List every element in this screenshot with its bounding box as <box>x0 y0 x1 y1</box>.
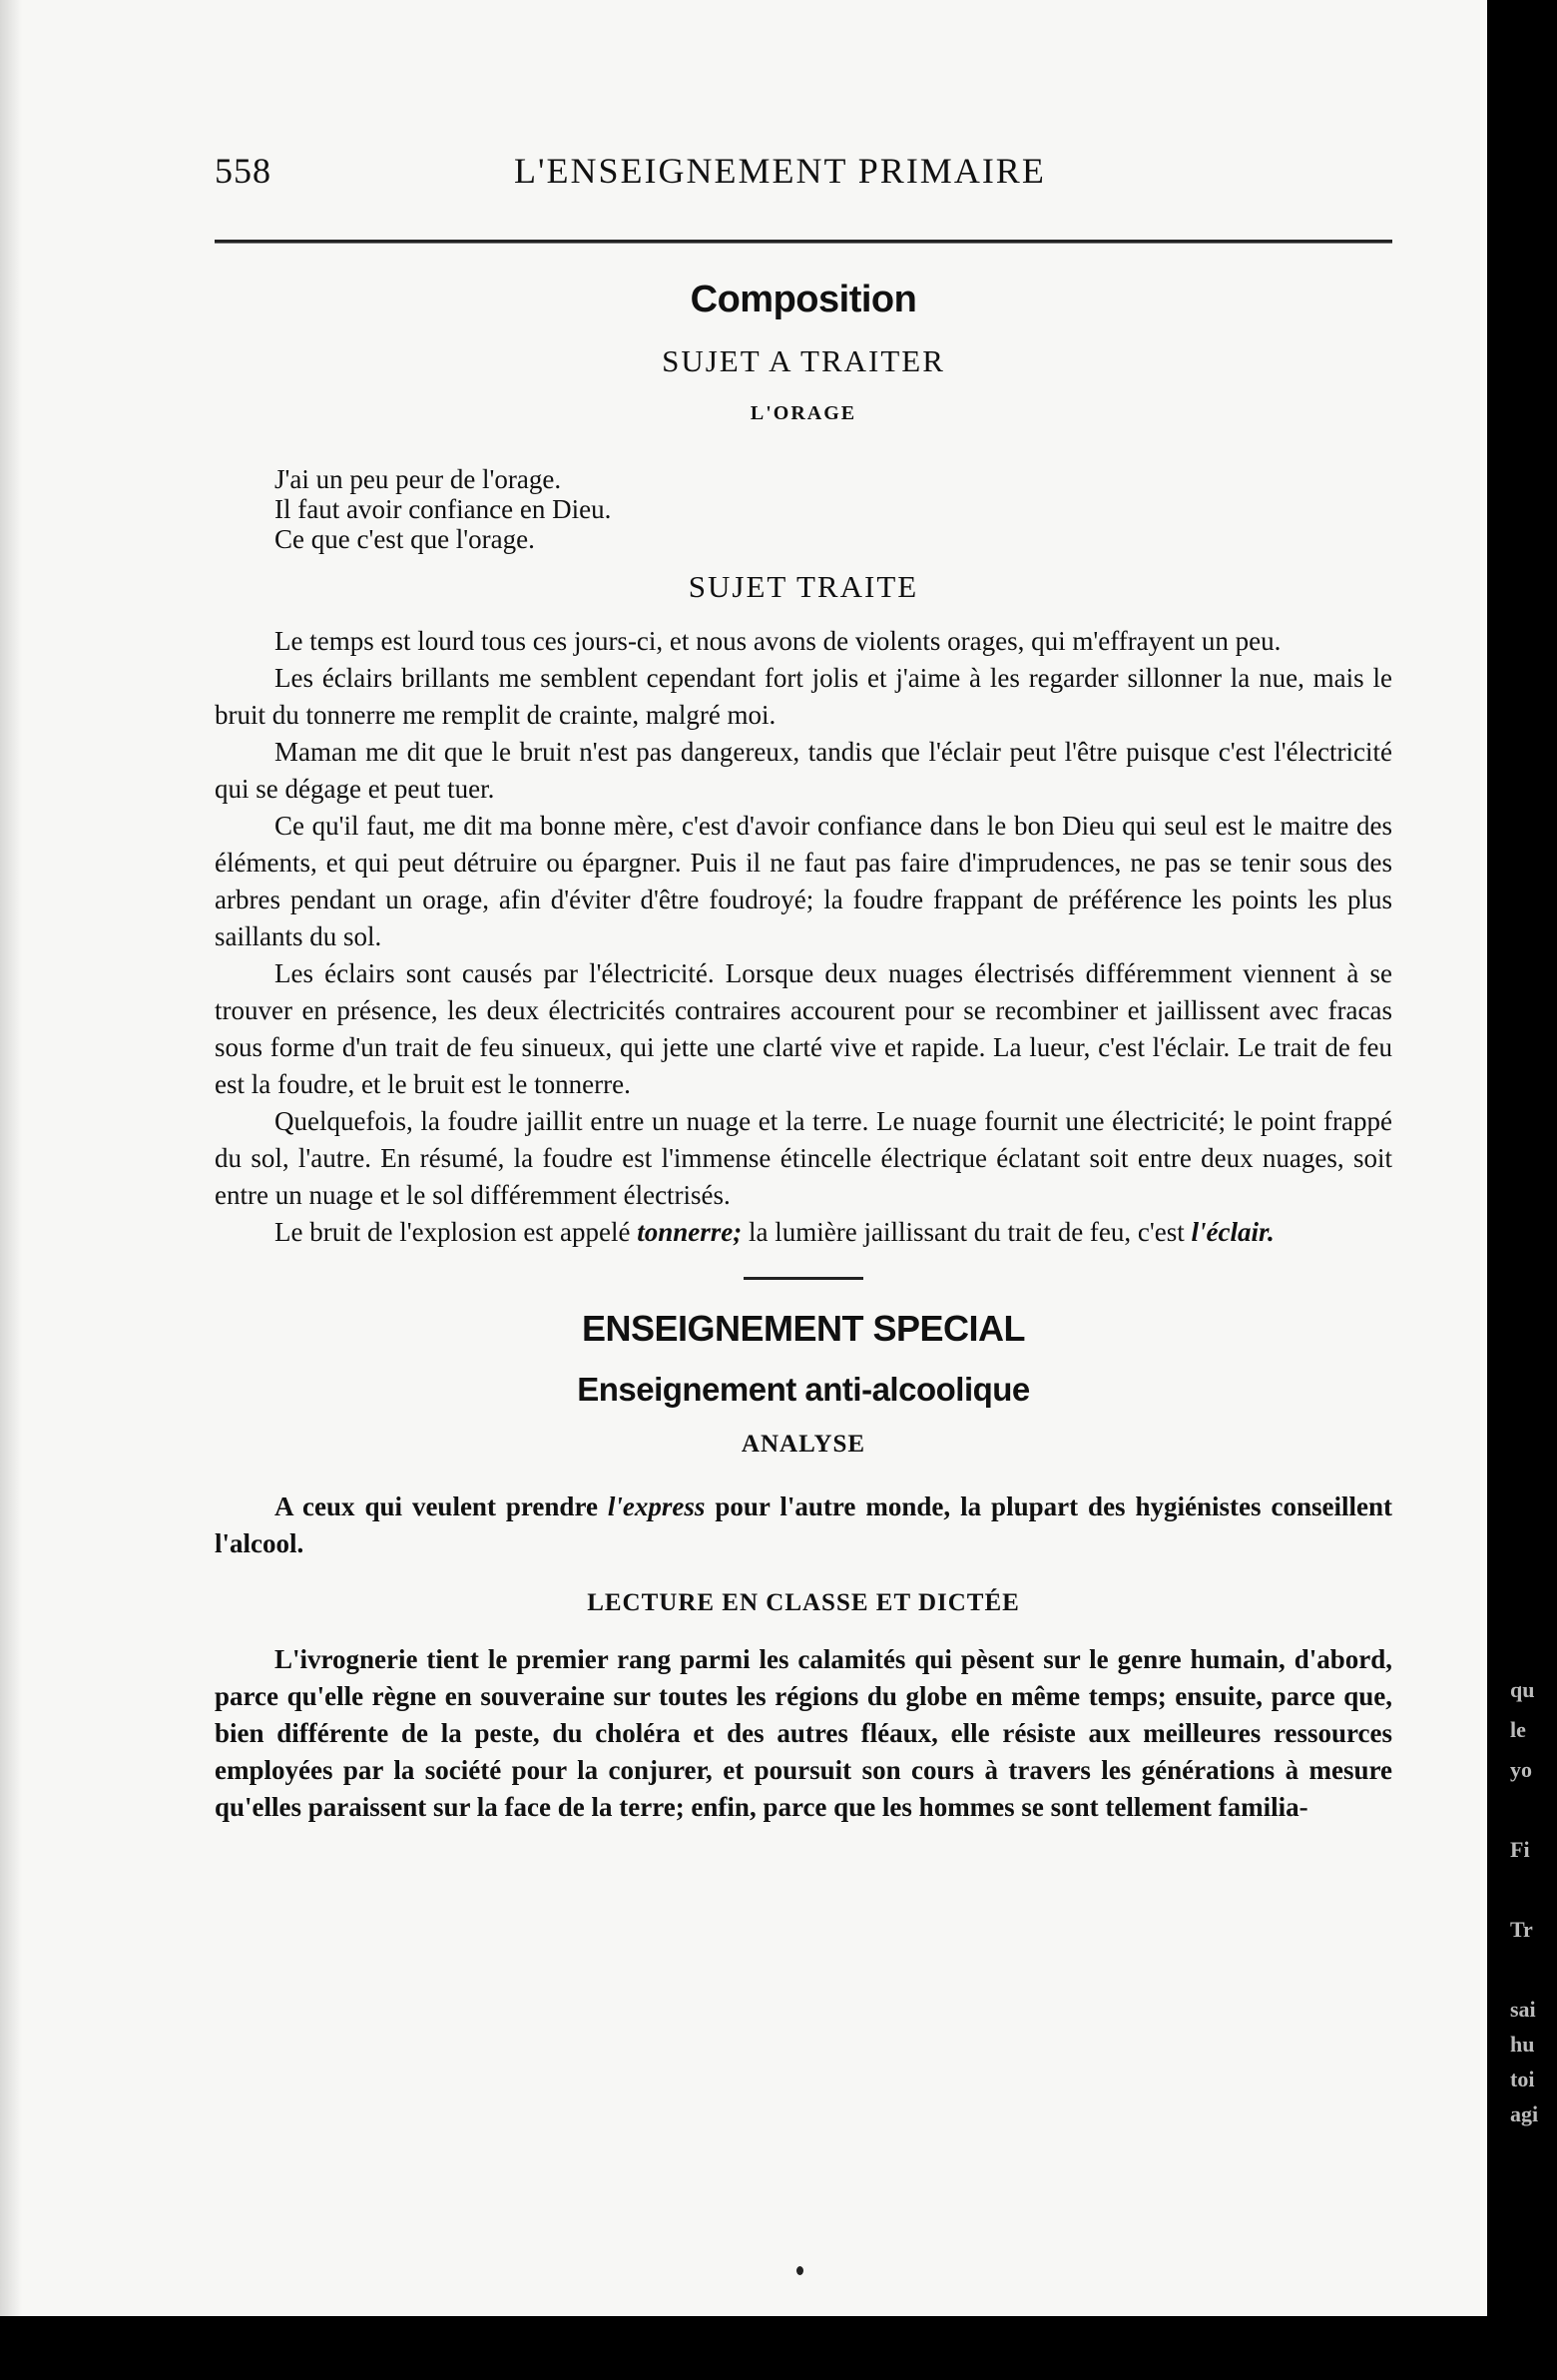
page-number: 558 <box>215 151 271 191</box>
analyse-paragraph <box>215 1488 1392 1562</box>
header-rule <box>215 240 1392 244</box>
scan-border-right <box>1487 0 1557 2380</box>
outline-point: Il faut avoir confiance en Dieu. <box>274 494 612 524</box>
heading-analyse: ANALYSE <box>741 1431 866 1458</box>
lecture-paragraph: L'ivrognerie tient le premier rang parmi les calamités qui pèsent sur le genre humain, d'abord, parce qu'elle règne en souveraine sur toutes les régions du globe en même temps; ensuite, parce que, bien différente de la peste, du choléra et des autres fléaux, elle résiste aux meilleures ressources employées par la société pour la conjurer, et poursuit son cours à travers les générations à mesure qu'elles paraissent sur la face de la terre; enfin, parce que les hommes se sont tellement familia- <box>215 1644 1392 1822</box>
margin-fragment: agi <box>1510 2101 1539 2126</box>
heading-sujet-a-traiter: SUJET A TRAITER <box>662 343 945 378</box>
paragraph: Maman me dit que le bruit n'est pas dangereux, tandis que l'éclair peut l'être puisque c'est l'électricité qui se dégage et peut tuer. <box>215 737 1392 804</box>
margin-fragment: Tr <box>1510 1917 1533 1942</box>
margin-fragment: sai <box>1510 1997 1536 2022</box>
scan-border-bottom <box>0 2316 1557 2380</box>
paragraph: Quelquefois, la foudre jaillit entre un nuage et la terre. Le nuage fournit une électricité; le point frappé du sol, l'autre. En résumé, la foudre est l'immense étincelle électrique éclatant soit entre deux nuages, soit entre un nuage et le sol différemment électrisés. <box>215 1106 1392 1210</box>
paragraph: Les éclairs brillants me semblent cependant fort jolis et j'aime à les regarder sillonner la nue, mais le bruit du tonnerre me remplit de crainte, malgré moi. <box>215 663 1392 730</box>
margin-fragment: yo <box>1510 1757 1532 1782</box>
emphasis: l'express <box>607 1491 706 1521</box>
page-header <box>215 150 1407 210</box>
margin-fragment: Fi <box>1510 1837 1530 1862</box>
emphasis: l'éclair. <box>1191 1217 1275 1247</box>
paragraph: Le temps est lourd tous ces jours-ci, et nous avons de violents orages, qui m'effrayent un peu. <box>274 626 1282 656</box>
margin-fragment: le <box>1510 1717 1526 1742</box>
paragraph-last <box>215 1214 1392 1251</box>
theme-heading: L'ORAGE <box>750 402 857 424</box>
margin-fragment: qu <box>1510 1677 1535 1702</box>
outline-point: Ce que c'est que l'orage. <box>274 524 535 554</box>
page-gutter-shadow <box>0 0 22 2326</box>
heading-sujet-traite: SUJET TRAITE <box>688 569 919 604</box>
margin-fragment: toi <box>1510 2067 1535 2091</box>
section-separator <box>744 1277 863 1280</box>
emphasis: tonnerre; <box>637 1217 743 1247</box>
margin-fragment: hu <box>1510 2032 1535 2057</box>
bottom-ornament <box>796 2266 803 2275</box>
paragraph: Ce qu'il faut, me dit ma bonne mère, c'est d'avoir confiance dans le bon Dieu qui seul est le maitre des éléments, et qui peut détruire ou épargner. Puis il ne faut pas faire d'imprudences, ne pas se tenir sous des arbres pendant un orage, afin d'éviter d'être foudroyé; la foudre frappant de préférence les points les plus saillants du sol. <box>215 811 1392 951</box>
heading-lecture: LECTURE EN CLASSE ET DICTÉE <box>587 1589 1020 1616</box>
running-title: L'ENSEIGNEMENT PRIMAIRE <box>514 151 1046 191</box>
text-run: Le bruit de l'explosion est appelé <box>274 1217 638 1247</box>
section-title-special: ENSEIGNEMENT SPECIAL <box>581 1308 1026 1349</box>
section-title-composition: Composition <box>690 279 917 320</box>
outline-points <box>274 464 1392 554</box>
outline-point: J'ai un peu peur de l'orage. <box>274 464 562 494</box>
text-run: pour l'autre monde, la plupart des hygiénistes conseillent l'alcool. <box>215 1491 1392 1558</box>
subtitle-anti-alcoolique: Enseignement anti-alcoolique <box>577 1371 1030 1408</box>
text-run: la lumière jaillissant du trait de feu, c'est <box>742 1217 1192 1247</box>
page-content <box>215 270 1392 1826</box>
paragraph: Les éclairs sont causés par l'électricité. Lorsque deux nuages électrisés différemment viennent à se trouver en présence, les deux électricités contraires accourent pour se recombiner et jaillissent avec fracas sous forme d'un trait de feu sinueux, qui jette une clarté vive et rapide. La lueur, c'est l'éclair. Le trait de feu est la foudre, et le bruit est le tonnerre. <box>215 958 1392 1099</box>
text-run: A ceux qui veulent prendre <box>274 1491 608 1521</box>
